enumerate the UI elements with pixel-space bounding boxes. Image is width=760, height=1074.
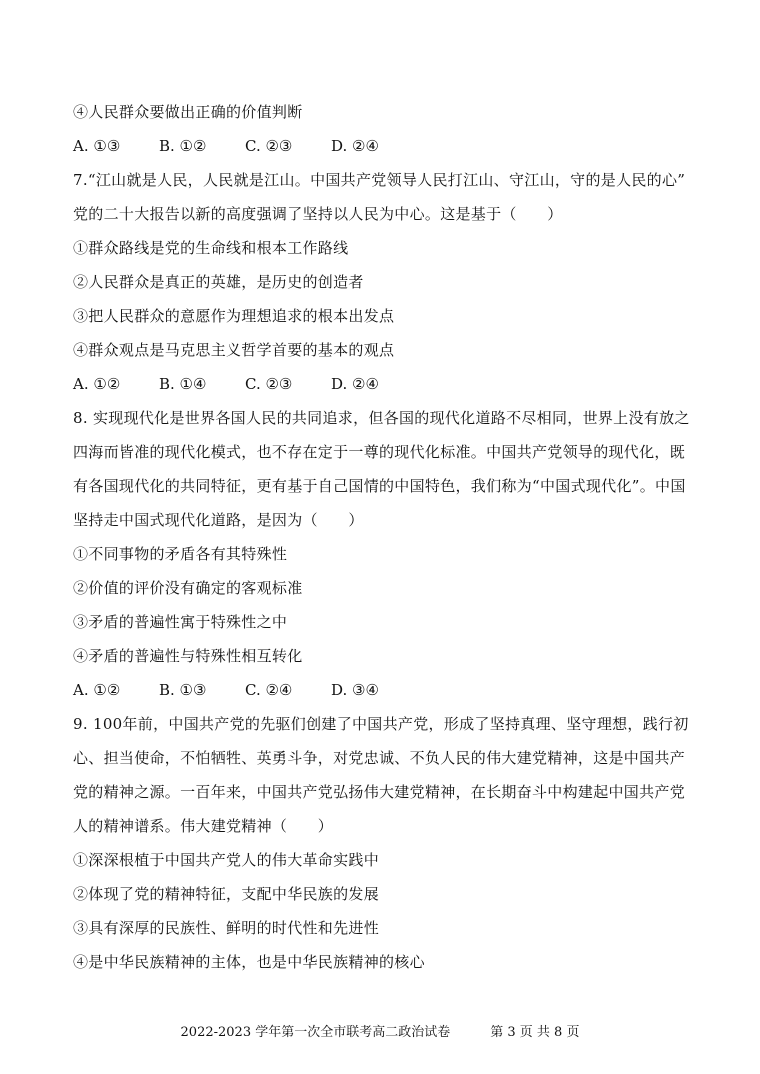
q8-choice-b: B. ①③ <box>159 681 207 699</box>
q6-choice-c: C. ②③ <box>245 137 293 155</box>
q9-option-4: ④是中华民族精神的主体，也是中华民族精神的核心 <box>73 953 425 971</box>
footer-exam-title: 2022-2023 学年第一次全市联考高二政治试卷 <box>180 1025 451 1040</box>
q8-stem-line-1: 8. 实现现代化是世界各国人民的共同追求，但各国的现代化道路不尽相同，世界上没有放之 <box>73 409 690 427</box>
q8-stem-line-4: 坚持走中国式现代化道路，是因为（ ） <box>73 511 364 529</box>
q7-option-3: ③把人民群众的意愿作为理想追求的根本出发点 <box>73 307 395 325</box>
q9-option-1: ①深深根植于中国共产党人的伟大革命实践中 <box>73 851 380 869</box>
q7-choice-b: B. ①④ <box>159 375 207 393</box>
q6-choice-b: B. ①② <box>159 137 207 155</box>
q9-stem-line-1: 9. 100年前，中国共产党的先驱们创建了中国共产党，形成了坚持真理、坚守理想，践行初 <box>73 715 689 733</box>
q8-option-4: ④矛盾的普遍性与特殊性相互转化 <box>73 647 303 665</box>
footer-page-number: 第 3 页 共 8 页 <box>490 1025 580 1040</box>
q8-answer-choices <box>73 680 417 700</box>
q7-answer-choices <box>73 374 417 394</box>
q7-option-1: ①群众路线是党的生命线和根本工作路线 <box>73 239 349 257</box>
q8-option-2: ②价值的评价没有确定的客观标准 <box>73 579 303 597</box>
q6-choice-a: A. ①③ <box>73 137 121 155</box>
q7-option-2: ②人民群众是真正的英雄，是历史的创造者 <box>73 273 364 291</box>
q6-choice-d: D. ②④ <box>331 137 379 155</box>
q8-choice-c: C. ②④ <box>245 681 293 699</box>
q7-choice-d: D. ②④ <box>331 375 379 393</box>
q7-choice-a: A. ①② <box>73 375 121 393</box>
q8-choice-d: D. ③④ <box>331 681 379 699</box>
q6-answer-choices <box>73 136 417 156</box>
q8-stem-line-2: 四海而皆准的现代化模式，也不存在定于一尊的现代化标准。中国共产党领导的现代化，既 <box>73 443 686 461</box>
q9-option-3: ③具有深厚的民族性、鲜明的时代性和先进性 <box>73 919 380 937</box>
q8-option-1: ①不同事物的矛盾各有其特殊性 <box>73 545 288 563</box>
q7-option-4: ④群众观点是马克思主义哲学首要的基本的观点 <box>73 341 395 359</box>
page-footer <box>0 1024 760 1042</box>
q8-choice-a: A. ①② <box>73 681 121 699</box>
q7-choice-c: C. ②③ <box>245 375 293 393</box>
q7-stem-line-2: 党的二十大报告以新的高度强调了坚持以人民为中心。这是基于（ ） <box>73 205 563 223</box>
q8-stem-line-3: 有各国现代化的共同特征，更有基于自己国情的中国特色，我们称为“中国式现代化”。中国 <box>73 477 686 495</box>
q9-stem-line-4: 人的精神谱系。伟大建党精神（ ） <box>73 817 334 835</box>
q6-option-4: ④人民群众要做出正确的价值判断 <box>73 103 303 121</box>
q9-stem-line-3: 党的精神之源。一百年来，中国共产党弘扬伟大建党精神，在长期奋斗中构建起中国共产党 <box>73 783 686 801</box>
q9-stem-line-2: 心、担当使命，不怕牺牲、英勇斗争，对党忠诚、不负人民的伟大建党精神，这是中国共产 <box>73 749 686 767</box>
q9-option-2: ②体现了党的精神特征，支配中华民族的发展 <box>73 885 380 903</box>
q8-option-3: ③矛盾的普遍性寓于特殊性之中 <box>73 613 288 631</box>
q7-stem-line-1: 7.“江山就是人民，人民就是江山。中国共产党领导人民打江山、守江山，守的是人民的心” <box>73 171 686 189</box>
